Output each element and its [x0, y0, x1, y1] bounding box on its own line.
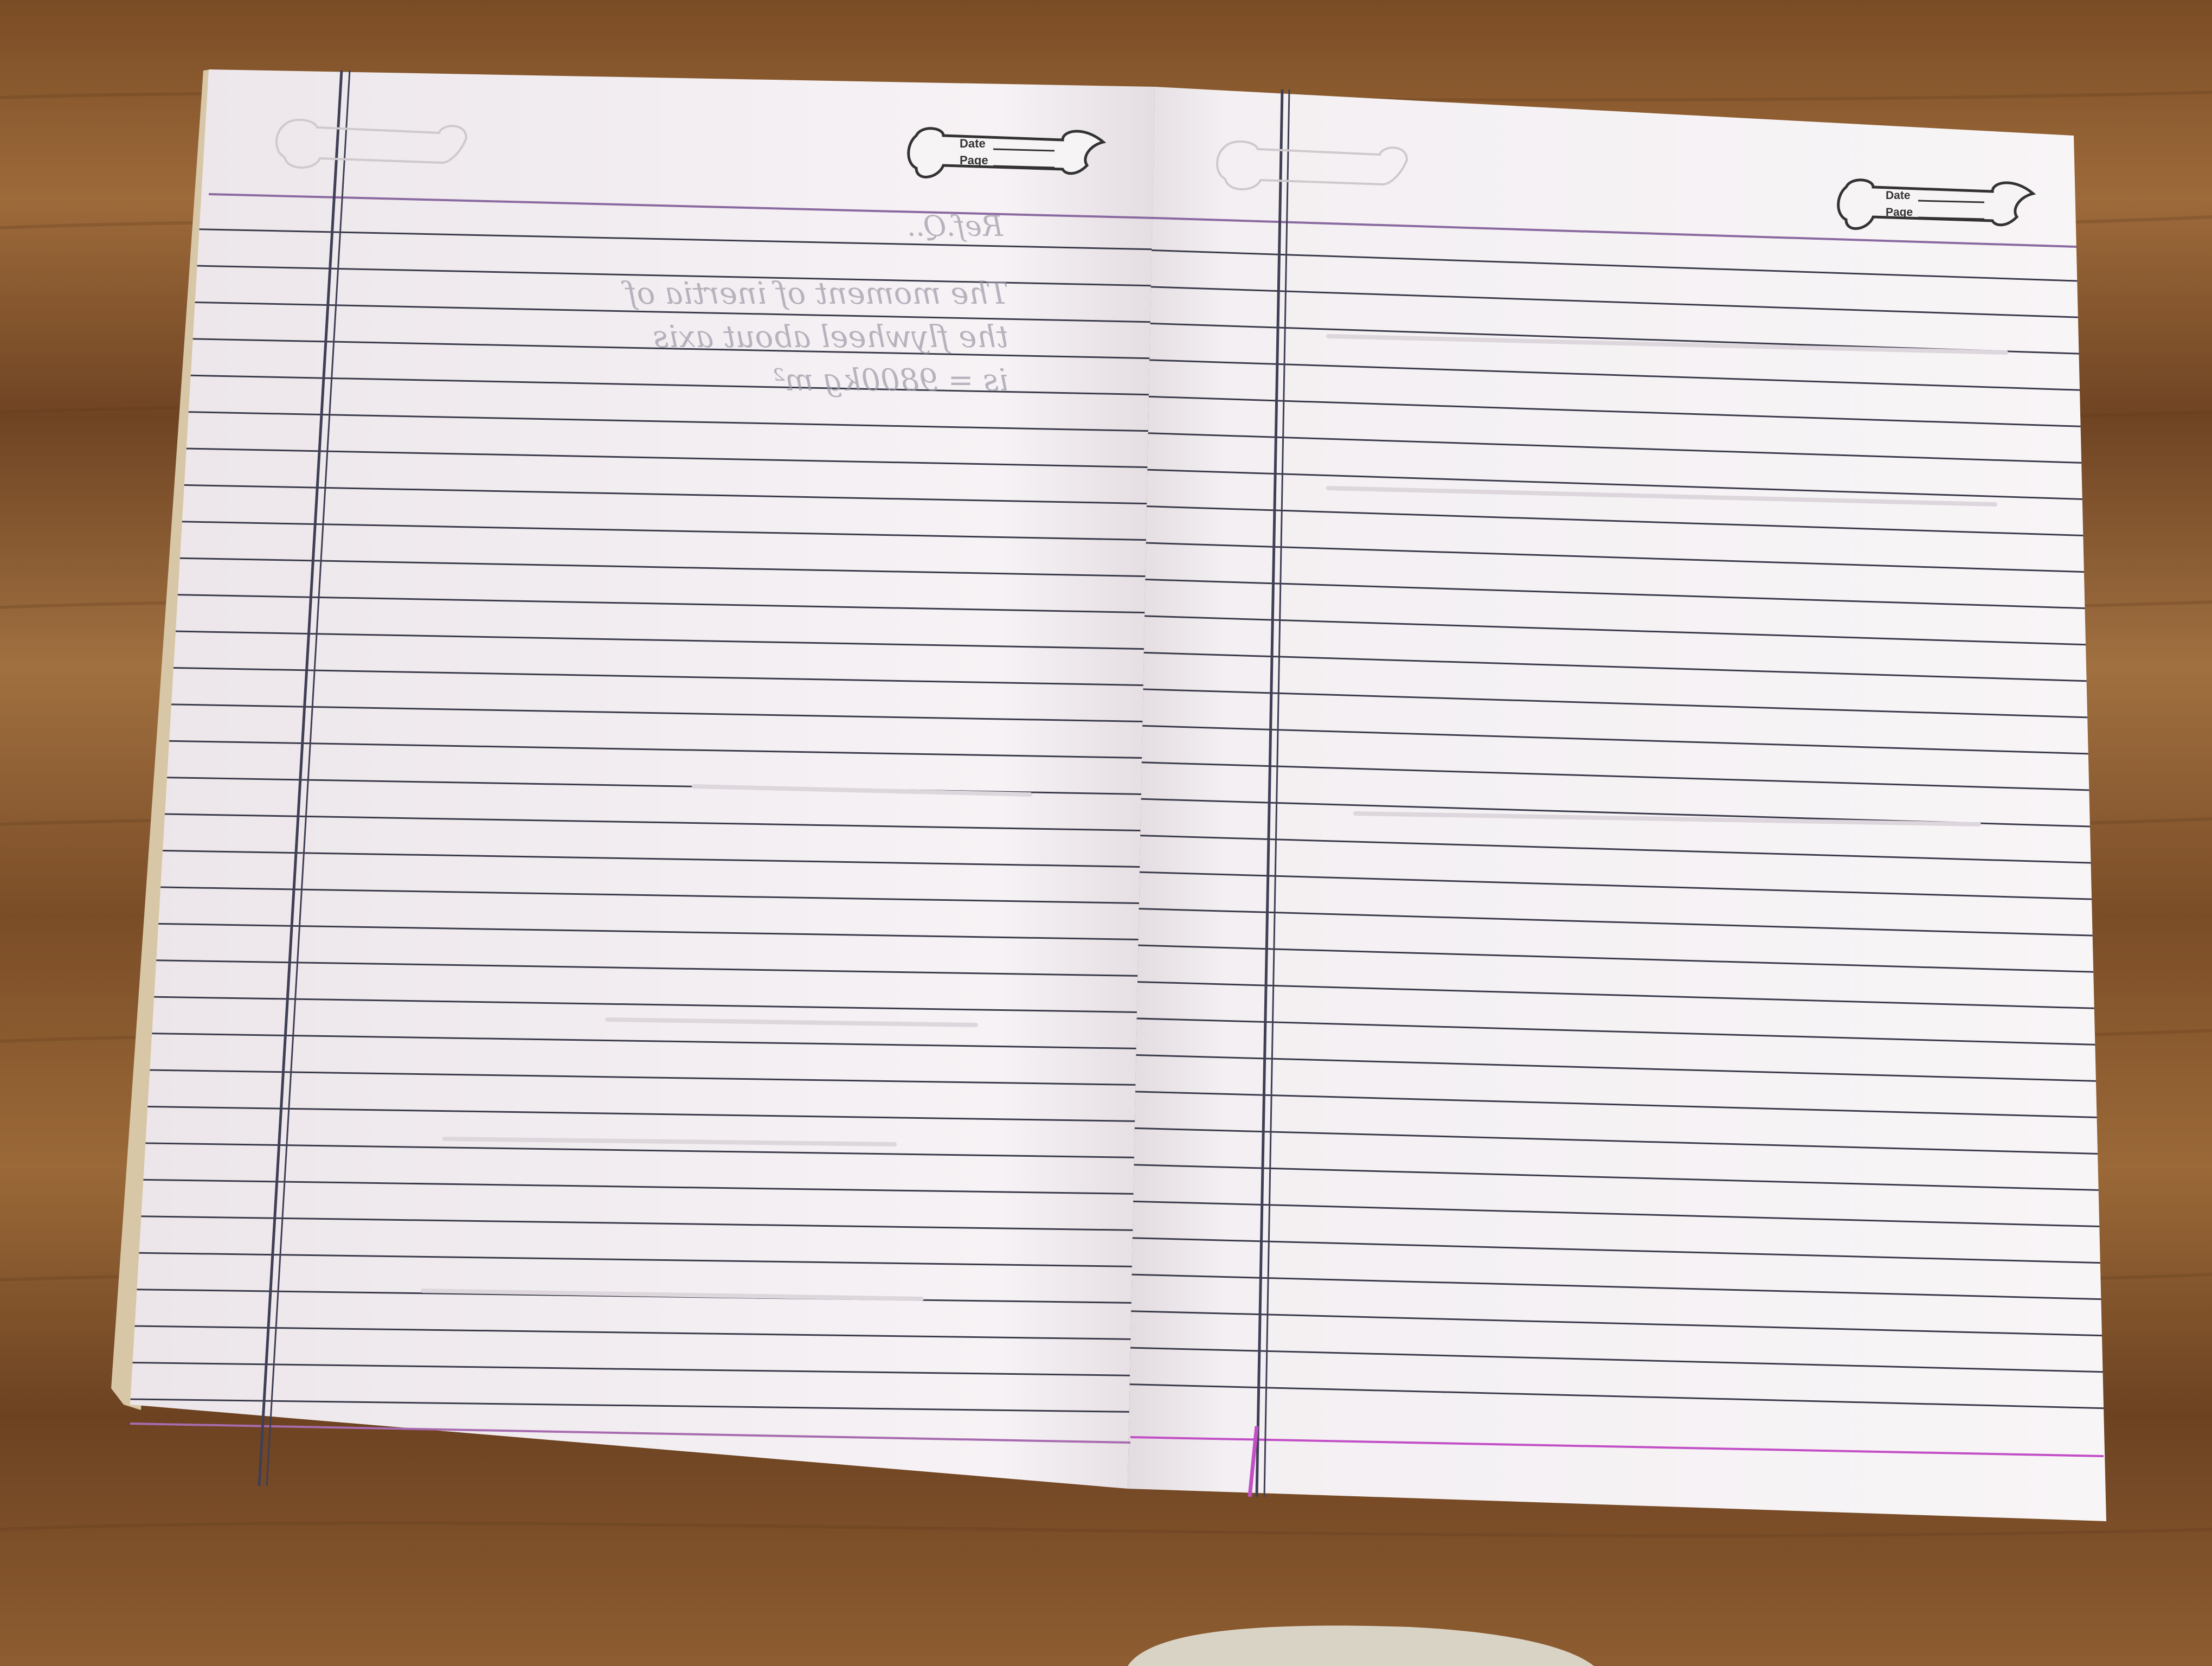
faint-line-2: the flywheel about axis	[653, 319, 1008, 355]
left-date-label: Date	[960, 137, 986, 150]
faint-line-1: The moment of inertia of	[626, 276, 1008, 311]
left-page-label: Page	[960, 153, 988, 167]
right-page-label: Page	[1886, 206, 1913, 219]
faint-title: Ref.Q..	[907, 210, 1003, 243]
right-date-label: Date	[1886, 189, 1911, 202]
faint-line-3: is = 9800kg m²	[773, 363, 1008, 398]
